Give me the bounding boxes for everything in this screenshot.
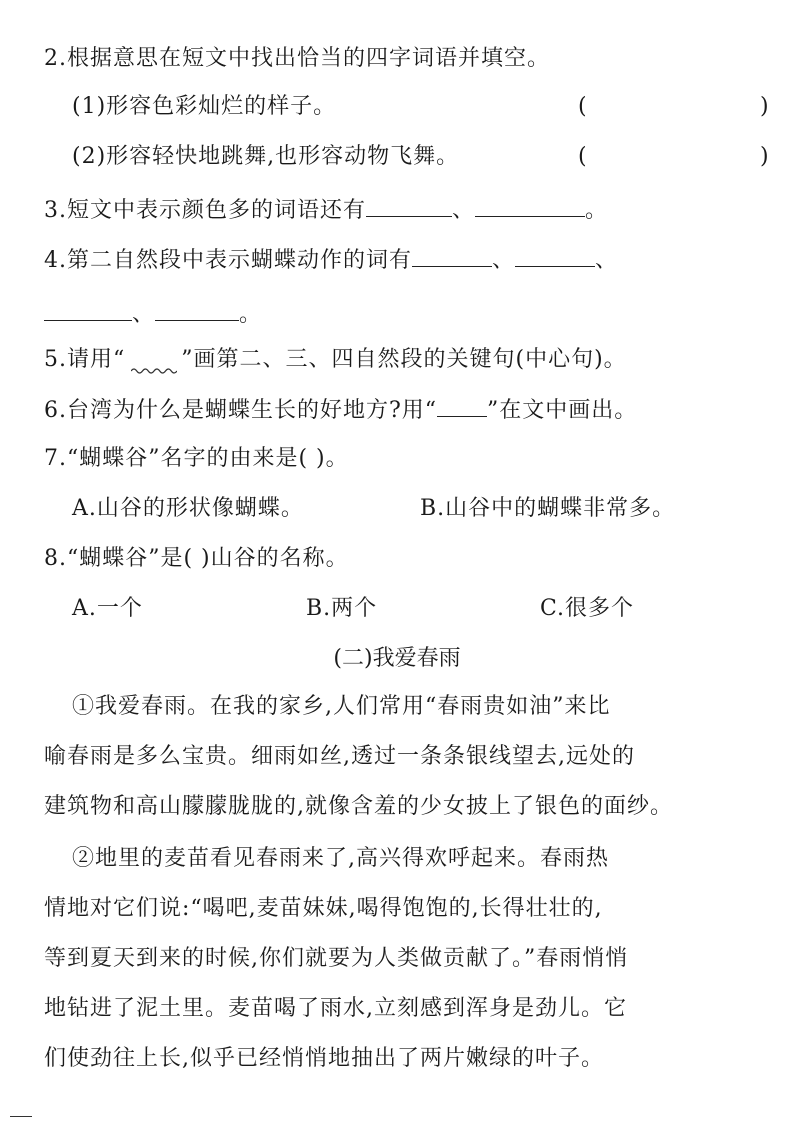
p1-line-2: 喻春雨是多么宝贵。细雨如丝,透过一条条银线望去,远处的 [44,744,635,769]
q4-sep-1: 、 [492,248,516,273]
q3-line [44,194,608,226]
q2-item-1-open-paren: ( [578,94,587,119]
q7-option-a[interactable]: A.山谷的形状像蝴蝶。 [72,496,304,521]
q5-suffix: ”画第二、三、四自然段的关键句(中心句)。 [181,347,627,372]
q4-blank-4[interactable] [155,298,239,321]
q2-item-2: (2)形容轻快地跳舞,也形容动物飞舞。 [72,144,460,169]
q6-straight-line-mark [437,394,487,417]
q4-line-2 [44,298,262,330]
q4-blank-1[interactable] [412,244,492,267]
q4-sep-2: 、 [595,248,619,273]
q2-item-2-open-paren: ( [578,144,587,169]
p1-line-3: 建筑物和高山朦朦胧胧的,就像含羞的少女披上了银色的面纱。 [44,794,673,819]
q5-line [44,344,627,375]
q7-stem: 7.“蝴蝶谷”名字的由来是( )。 [44,446,349,471]
q3-blank-2[interactable] [475,194,585,217]
q3-prefix: 3.短文中表示颜色多的词语还有 [44,198,366,223]
p2-line-2: 情地对它们说:“喝吧,麦苗妹妹,喝得饱饱的,长得壮壮的, [44,896,603,921]
q3-sep: 、 [452,198,476,223]
q8-option-c[interactable]: C.很多个 [540,596,635,621]
q4-sep-3: 、 [132,302,156,327]
q4-line [44,244,618,276]
q6-suffix: ”在文中画出。 [487,398,638,423]
page-corner-mark [10,1116,32,1117]
q8-option-b[interactable]: B.两个 [306,596,378,621]
q3-end: 。 [585,198,609,223]
q4-end: 。 [239,302,263,327]
p2-line-5: 们使劲往上长,似乎已经悄悄地抽出了两片嫩绿的叶子。 [44,1046,604,1071]
q2-item-1: (1)形容色彩灿烂的样子。 [72,94,337,119]
q4-blank-3[interactable] [44,298,132,321]
passage-title: (二)我爱春雨 [333,646,461,671]
q6-line [44,394,637,426]
q6-prefix: 6.台湾为什么是蝴蝶生长的好地方?用“ [44,398,438,423]
p2-line-1: ②地里的麦苗看见春雨来了,高兴得欢呼起来。春雨热 [72,846,609,871]
q4-blank-2[interactable] [515,244,595,267]
q2-item-2-close-paren: ) [760,144,769,169]
q2-stem: 2.根据意思在短文中找出恰当的四字词语并填空。 [44,46,550,71]
wavy-underline-icon [125,344,181,366]
q8-stem: 8.“蝴蝶谷”是( )山谷的名称。 [44,546,349,571]
q2-item-1-close-paren: ) [760,94,769,119]
q7-option-b[interactable]: B.山谷中的蝴蝶非常多。 [420,496,676,521]
p2-line-4: 地钻进了泥土里。麦苗喝了雨水,立刻感到浑身是劲儿。它 [44,996,627,1021]
q8-option-a[interactable]: A.一个 [72,596,143,621]
q3-blank-1[interactable] [366,194,452,217]
p1-line-1: ①我爱春雨。在我的家乡,人们常用“春雨贵如油”来比 [72,694,611,719]
q4-prefix: 4.第二自然段中表示蝴蝶动作的词有 [44,248,412,273]
q5-prefix: 5.请用“ [44,347,126,372]
p2-line-3: 等到夏天到来的时候,你们就要为人类做贡献了。”春雨悄悄 [44,946,629,971]
